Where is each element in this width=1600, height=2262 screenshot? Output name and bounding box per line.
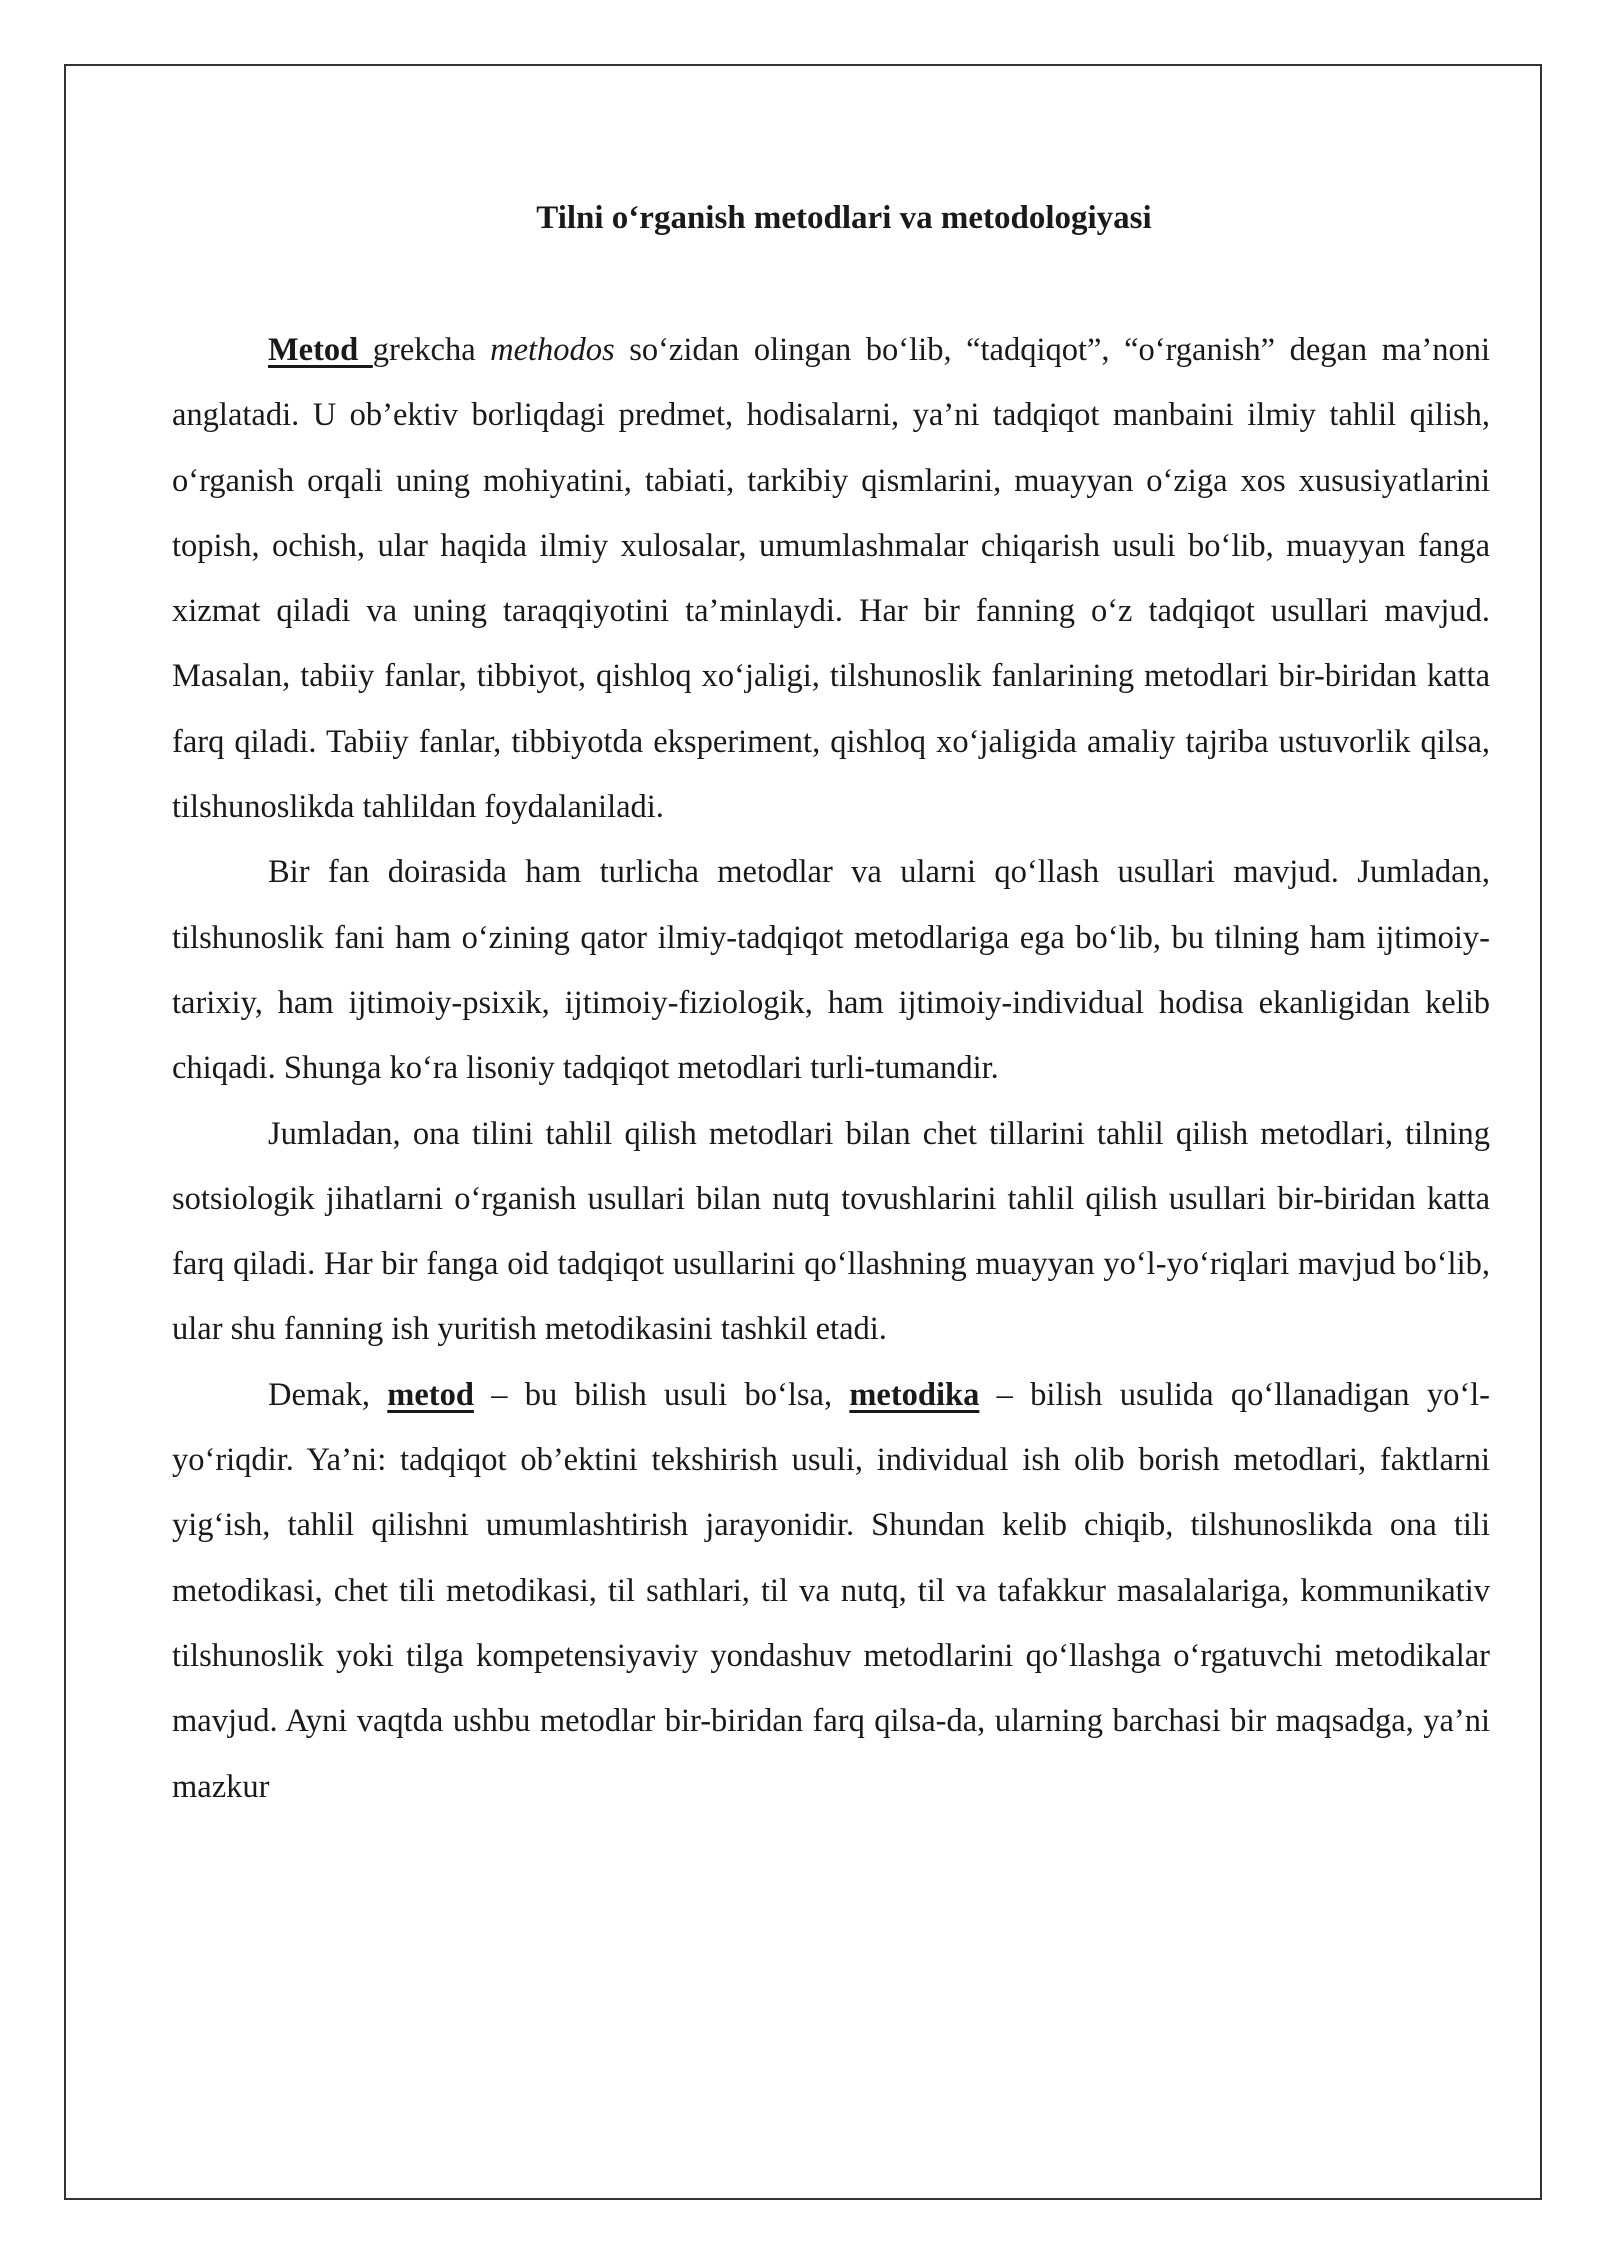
term-metodika-definition: metodika <box>849 1376 980 1413</box>
term-metod-definition: metod <box>387 1376 474 1413</box>
paragraph-3: Jumladan, ona tilini tahlil qilish metodlari bilan chet tillarini tahlil qilish metodlari, tilning sotsiologik jihatlarni o‘rganish usullari bilan nutq tovushlarini tahlil qilish usullari bir-biridan katta farq qiladi. Har bir fanga oid tadqiqot usullarini qo‘llashning muayyan yo‘l-yo‘riqlari mavjud bo‘lib, ular shu fanning ish yuritish metodikasini tashkil etadi. <box>172 1115 1490 1348</box>
paragraph-1-prefix: grekcha <box>372 332 491 368</box>
paragraph-2: Bir fan doirasida ham turlicha metodlar va ularni qo‘llash usullari mavjud. Jumladan, tilshunoslik fani ham o‘zining qator ilmiy-tadqiqot metodlariga ega bo‘lib, bu tilning ham ijtimoiy-tarixiy, ham ijtimoiy-psixik, ijtimoiy-fiziologik, ham ijtimoiy-individual hodisa ekanligidan kelib chiqadi. Shunga ko‘ra lisoniy tadqiqot metodlari turli-tumandir. <box>172 854 1490 1087</box>
term-metod: Metod <box>268 332 373 368</box>
paragraph-4 <box>172 1363 1490 1820</box>
paragraph-4-text: – bilish usulida qo‘llanadigan yo‘l-yo‘riqdir. Ya’ni: tadqiqot ob’ektini tekshirish usuli, individual ish olib borish metodlari, faktlarni yig‘ish, tahlil qilishni umumlashtirish jarayonidir. Shundan kelib chiqib, tilshunoslikda ona tili metodikasi, chet tili metodikasi, til sathlari, til va nutq, til va tafakkur masalalariga, kommunikativ tilshunoslik yoki tilga kompetensiyaviy yondashuv metodlarini qo‘llashga o‘rgatuvchi metodikalar mavjud. Ayni vaqtda ushbu metodlar bir-biridan farq qilsa-da, ularning barchasi bir maqsadga, ya’ni mazkur <box>172 1376 1490 1805</box>
paragraph-1-text: so‘zidan olingan bo‘lib, “tadqiqot”, “o‘rganish” degan ma’noni anglatadi. U ob’ektiv borliqdagi predmet, hodisalarni, ya’ni tadqiqot manbaini ilmiy tahlil qilish, o‘rganish orqali uning mohiyatini, tabiati, tarkibiy qismlarini, muayyan o‘ziga xos xususiyatlarini topish, ochish, ular haqida ilmiy xulosalar, umumlashmalar chiqarish usuli bo‘lib, muayyan fanga xizmat qiladi va uning taraqqiyotini ta’minlaydi. Har bir fanning o‘z tadqiqot usullari mavjud. Masalan, tabiiy fanlar, tibbiyot, qishloq xo‘jaligi, tilshunoslik fanlarining metodlari bir-biridan katta farq qiladi. Tabiiy fanlar, tibbiyotda eksperiment, qishloq xo‘jaligida amaliy tajriba ustuvorlik qilsa, tilshunoslikda tahlildan foydalaniladi. <box>172 332 1490 826</box>
document-body <box>172 318 1490 1820</box>
paragraph-1 <box>172 318 1490 840</box>
paragraph-4-prefix: Demak, <box>268 1376 388 1413</box>
document-title: Tilni o‘rganish metodlari va metodologiyasi <box>536 200 1152 236</box>
paragraph-4-middle: – bu bilish usuli bo‘lsa, <box>473 1376 850 1413</box>
term-methodos: methodos <box>490 332 615 368</box>
